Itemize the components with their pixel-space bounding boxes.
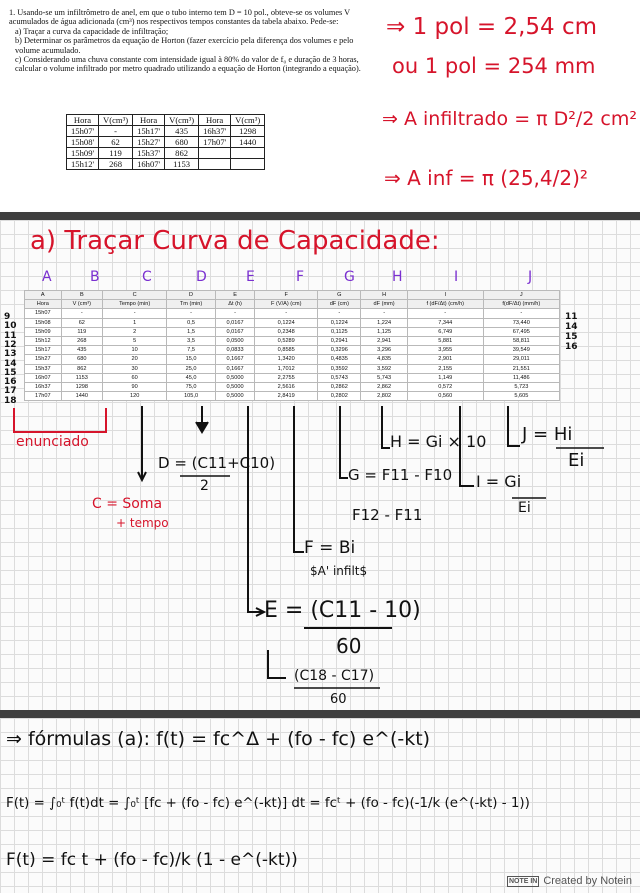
label-j-2: Ei <box>568 450 585 471</box>
spreadsheet-cell: 58,811 <box>483 336 559 345</box>
spreadsheet-cell: f (dF/Δt) (cm/h) <box>407 300 483 309</box>
spreadsheet-cell: 1,5 <box>167 327 216 336</box>
spreadsheet-cell: Tm (min) <box>167 300 216 309</box>
spreadsheet-cell: - <box>483 309 559 318</box>
spreadsheet-cell: 0,0500 <box>215 336 254 345</box>
problem-intro: 1. Usando-se um infiltrômetro de anel, em que o tubo interno tem D = 10 pol., obteve-se os volumes V acumulados de água adicionada (cm³) nos respectivos tempos constantes da tabela abaixo. Pede-se: <box>9 8 351 27</box>
spreadsheet-cell: Tempo (min) <box>103 300 167 309</box>
label-d-2: 2 <box>200 478 209 494</box>
spreadsheet-cell: 20 <box>103 355 167 364</box>
spreadsheet-row <box>25 392 560 401</box>
formula-horton: ⇒ fórmulas (a): f(t) = fc^Δ + (fo - fc) e^(-kt) <box>6 728 431 750</box>
spreadsheet-cell: 73,440 <box>483 318 559 327</box>
spreadsheet-cell: - <box>103 309 167 318</box>
spreadsheet-cell: f(dF/Δt) (mm/h) <box>483 300 559 309</box>
spreadsheet-cell: 11,486 <box>483 373 559 382</box>
spreadsheet-cell: 21,551 <box>483 364 559 373</box>
volume-table-header-cell: V(cm³) <box>99 115 133 126</box>
spreadsheet-row <box>25 336 560 345</box>
spreadsheet-cell: 75,0 <box>167 382 216 391</box>
row-number-left: 17 <box>4 386 17 397</box>
arrow-f <box>294 406 304 552</box>
column-letter: G <box>344 269 355 285</box>
spreadsheet-row <box>25 309 560 318</box>
spreadsheet-cell: 15h27 <box>25 355 62 364</box>
volume-table-cell: 435 <box>165 126 199 137</box>
spreadsheet-cell: F (V/A) (cm) <box>255 300 318 309</box>
label-e: E = (C11 - 10) <box>264 598 421 623</box>
column-letter: E <box>246 269 255 285</box>
spreadsheet-cell: 45,0 <box>167 373 216 382</box>
volume-table-cell: - <box>99 126 133 137</box>
spreadsheet-cell: 3,592 <box>361 364 407 373</box>
spreadsheet-cell: 29,011 <box>483 355 559 364</box>
spreadsheet-cell: 0,5743 <box>318 373 361 382</box>
spreadsheet-cell: 67,495 <box>483 327 559 336</box>
spreadsheet-cell: 2,2755 <box>255 373 318 382</box>
note-area-formula: ⇒ A infiltrado = π D²/2 cm² <box>382 108 637 130</box>
spreadsheet-cell: 15h09 <box>25 327 62 336</box>
spreadsheet-cell: 15h08 <box>25 318 62 327</box>
spreadsheet-cell: J <box>483 291 559 300</box>
volume-table-header-cell: V(cm³) <box>231 115 265 126</box>
spreadsheet-cell: 0,0167 <box>215 327 254 336</box>
column-letter: H <box>392 269 403 285</box>
spreadsheet-cell: 1,125 <box>361 327 407 336</box>
volume-table-cell <box>199 159 231 170</box>
spreadsheet-cell: 2,901 <box>407 355 483 364</box>
spreadsheet-cell: - <box>255 309 318 318</box>
row-number-left: 12 <box>4 339 17 350</box>
spreadsheet-cell: 0,5000 <box>215 392 254 401</box>
spreadsheet-cell: 3,296 <box>361 346 407 355</box>
row-number-left: 16 <box>4 377 17 388</box>
label-h: H = Gi × 10 <box>390 432 487 451</box>
formula-integral: F(t) = ∫₀ᵗ f(t)dt = ∫₀ᵗ [fc + (fo - fc) e^(-kt)] dt = fcᵗ + (fo - fc)(-1/k (e^(-kt) - 1)) <box>6 796 530 811</box>
row-number-left: 13 <box>4 349 17 360</box>
volume-table-header-cell: Hora <box>67 115 99 126</box>
volume-table-cell: 1440 <box>231 137 265 148</box>
spreadsheet-cell: I <box>407 291 483 300</box>
volume-table-cell: 15h09' <box>67 148 99 159</box>
spreadsheet-cell: 0,2862 <box>318 382 361 391</box>
label-enunciado: enunciado <box>16 434 89 450</box>
spreadsheet-cell: 15h37 <box>25 364 62 373</box>
column-letter: F <box>296 269 305 285</box>
volume-table-header-cell: Hora <box>199 115 231 126</box>
spreadsheet-cell: 60 <box>103 373 167 382</box>
spreadsheet-cell: 6,749 <box>407 327 483 336</box>
problem-part-c: c) Considerando uma chuva constante com intensidade igual à 80% do valor de f₀ e duração de 3 horas, calcular o volume infiltrado por metro quadrado utilizando a equação de Horton (integrando a equação). <box>15 55 361 74</box>
volume-table-cell: 268 <box>99 159 133 170</box>
spreadsheet-row <box>25 318 560 327</box>
note-area-value: ⇒ A inf = π (25,4/2)² <box>384 166 588 190</box>
row-number-right: 16 <box>565 342 578 352</box>
spreadsheet-cell: 2,155 <box>407 364 483 373</box>
problem-panel <box>0 0 640 212</box>
spreadsheet-cell: 1153 <box>61 373 103 382</box>
spreadsheet-cell: - <box>215 309 254 318</box>
spreadsheet-cell: 1,149 <box>407 373 483 382</box>
arrowhead-e <box>256 608 264 616</box>
column-letter: J <box>528 269 533 285</box>
spreadsheet-cell: - <box>318 309 361 318</box>
spreadsheet-cell: G <box>318 291 361 300</box>
notein-text: Created by Notein <box>543 875 632 887</box>
spreadsheet-cell: 0,4835 <box>318 355 361 364</box>
spreadsheet-letter-row <box>25 291 560 300</box>
arrow-e <box>248 406 262 612</box>
spreadsheet-cell: 435 <box>61 346 103 355</box>
spreadsheet-cell: 0,5000 <box>215 373 254 382</box>
spreadsheet-cell: 3,955 <box>407 346 483 355</box>
spreadsheet-row <box>25 327 560 336</box>
spreadsheet-body <box>25 291 560 401</box>
arrow-j <box>508 406 520 446</box>
volume-table-cell: 1298 <box>231 126 265 137</box>
spreadsheet-row <box>25 364 560 373</box>
spreadsheet-row <box>25 355 560 364</box>
spreadsheet-cell: 0,560 <box>407 392 483 401</box>
spreadsheet-row <box>25 382 560 391</box>
volume-table-header-cell: V(cm³) <box>165 115 199 126</box>
volume-table-cell: 17h07' <box>199 137 231 148</box>
spreadsheet-cell: V (cm³) <box>61 300 103 309</box>
label-f: F = Bi <box>304 538 356 558</box>
spreadsheet-cell: 5,723 <box>483 382 559 391</box>
volume-table-cell <box>231 148 265 159</box>
spreadsheet-cell: 1440 <box>61 392 103 401</box>
spreadsheet-cell: 2,8419 <box>255 392 318 401</box>
column-letter: B <box>90 269 100 285</box>
volume-table-cell: 1153 <box>165 159 199 170</box>
spreadsheet-cell: 1,224 <box>361 318 407 327</box>
spreadsheet-cell: 2,802 <box>361 392 407 401</box>
volume-table-row <box>67 126 265 137</box>
row-number-left: 18 <box>4 395 17 406</box>
label-j: J = Hi <box>522 424 573 445</box>
label-e-3: (C18 - C17) <box>294 668 375 684</box>
spreadsheet-cell: 0,2802 <box>318 392 361 401</box>
spreadsheet-cell: 0,0833 <box>215 346 254 355</box>
spreadsheet-cell: B <box>61 291 103 300</box>
label-i-2: Ei <box>518 500 531 516</box>
spreadsheet-cell: 4,835 <box>361 355 407 364</box>
volume-table-cell: 15h17' <box>133 126 165 137</box>
volume-table-cell: 16h07' <box>133 159 165 170</box>
spreadsheet-row <box>25 346 560 355</box>
spreadsheet-cell: F <box>255 291 318 300</box>
spreadsheet-cell: 15h12 <box>25 336 62 345</box>
volume-table-cell: 680 <box>165 137 199 148</box>
spreadsheet-cell: 268 <box>61 336 103 345</box>
spreadsheet-cell: 16h07 <box>25 373 62 382</box>
column-letter: D <box>196 269 207 285</box>
label-f-2: $A' infilt$ <box>310 564 368 578</box>
spreadsheet-cell: 25,0 <box>167 364 216 373</box>
spreadsheet-cell: - <box>361 309 407 318</box>
spreadsheet-cell: 0,5000 <box>215 382 254 391</box>
part-a-panel <box>0 220 640 710</box>
spreadsheet-cell: 39,549 <box>483 346 559 355</box>
page-separator-2 <box>0 710 640 718</box>
label-c: C = Soma <box>92 496 163 512</box>
spreadsheet-cell: 2,941 <box>361 336 407 345</box>
problem-statement <box>9 8 361 74</box>
spreadsheet-cell: 119 <box>61 327 103 336</box>
column-letter: I <box>454 269 459 285</box>
spreadsheet-cell: 30 <box>103 364 167 373</box>
row-number-right: 15 <box>565 332 578 342</box>
enunciado-bracket <box>14 408 106 432</box>
column-letter: A <box>42 269 52 285</box>
spreadsheet-cell: 680 <box>61 355 103 364</box>
spreadsheet-cell: 0,3592 <box>318 364 361 373</box>
arrow-h <box>382 406 390 448</box>
volume-table-cell: 62 <box>99 137 133 148</box>
spreadsheet-cell: 5 <box>103 336 167 345</box>
row-number-left: 14 <box>4 358 17 369</box>
spreadsheet-cell: C <box>103 291 167 300</box>
spreadsheet-cell: - <box>61 309 103 318</box>
spreadsheet-cell: dF (cm) <box>318 300 361 309</box>
spreadsheet-cell: 0,2348 <box>255 327 318 336</box>
notein-brand <box>507 875 632 887</box>
volume-table-cell: 15h07' <box>67 126 99 137</box>
spreadsheet-cell: 1298 <box>61 382 103 391</box>
row-number-left: 9 <box>4 312 11 322</box>
volume-table-cell: 119 <box>99 148 133 159</box>
volume-table-cell <box>231 159 265 170</box>
row-number-left: 10 <box>4 321 17 332</box>
formulas-panel <box>0 718 640 893</box>
volume-table-body <box>67 126 265 170</box>
part-a-title: a) Traçar Curva de Capacidade: <box>30 226 440 256</box>
label-i: I = Gi <box>476 472 522 491</box>
spreadsheet-cell: 10 <box>103 346 167 355</box>
spreadsheet-cell: Δt (h) <box>215 300 254 309</box>
spreadsheet-cell: 0,572 <box>407 382 483 391</box>
spreadsheet-cell: 15,0 <box>167 355 216 364</box>
problem-part-a: a) Traçar a curva da capacidade de infiltração; <box>15 26 169 36</box>
arrowhead-d <box>196 422 208 432</box>
spreadsheet-cell: 1 <box>103 318 167 327</box>
spreadsheet-cell: Hora <box>25 300 62 309</box>
row-number-right: 11 <box>565 312 578 322</box>
label-g-2: F12 - F11 <box>352 506 423 524</box>
volume-table-cell: 862 <box>165 148 199 159</box>
spreadsheet-cell: 15h07 <box>25 309 62 318</box>
volume-table-cell: 16h37' <box>199 126 231 137</box>
spreadsheet-cell: dF (mm) <box>361 300 407 309</box>
notein-logo: NOTE IN <box>508 877 538 885</box>
spreadsheet-cell: 0,0167 <box>215 318 254 327</box>
label-g: G = F11 - F10 <box>348 466 453 484</box>
spreadsheet-cell: 0,1224 <box>318 318 361 327</box>
spreadsheet-cell: 5,881 <box>407 336 483 345</box>
spreadsheet-cell: 5,743 <box>361 373 407 382</box>
formula-result: F(t) = fc t + (fo - fc)/k (1 - e^(-kt)) <box>6 850 298 870</box>
spreadsheet-cell: 105,0 <box>167 392 216 401</box>
row-number-left: 15 <box>4 367 17 378</box>
spreadsheet-cell: 0,8585 <box>255 346 318 355</box>
spreadsheet-cell: H <box>361 291 407 300</box>
note-inch-cm: ⇒ 1 pol = 2,54 cm <box>386 14 598 40</box>
volume-table-header <box>67 115 265 126</box>
spreadsheet-table <box>24 290 560 401</box>
spreadsheet-cell: 90 <box>103 382 167 391</box>
spreadsheet-cell: 0,1125 <box>318 327 361 336</box>
volume-table-row <box>67 137 265 148</box>
spreadsheet-cell: 2 <box>103 327 167 336</box>
spreadsheet-cell: E <box>215 291 254 300</box>
volume-table-cell <box>199 148 231 159</box>
spreadsheet-cell: 0,2941 <box>318 336 361 345</box>
note-inch-mm: ou 1 pol = 254 mm <box>392 54 596 78</box>
problem-part-b: b) Determinar os parâmetros da equação de Horton (fazer exercício pela diferença dos volumes e pelo volume acumulado. <box>15 36 354 55</box>
spreadsheet-cell: 0,5289 <box>255 336 318 345</box>
column-letter: C <box>142 269 152 285</box>
spreadsheet-cell: 62 <box>61 318 103 327</box>
spreadsheet-cell: 16h37 <box>25 382 62 391</box>
spreadsheet-cell: 5,605 <box>483 392 559 401</box>
spreadsheet-cell: 0,5 <box>167 318 216 327</box>
spreadsheet-cell: 120 <box>103 392 167 401</box>
spreadsheet-cell: 1,3420 <box>255 355 318 364</box>
spreadsheet-cell: 862 <box>61 364 103 373</box>
label-e-4: 60 <box>330 692 347 707</box>
spreadsheet-cell: 15h17 <box>25 346 62 355</box>
arrowhead-c <box>138 472 146 480</box>
spreadsheet-cell: A <box>25 291 62 300</box>
row-number-right: 14 <box>565 322 578 332</box>
label-e-2: 60 <box>336 634 362 658</box>
spreadsheet-cell: 7,5 <box>167 346 216 355</box>
spreadsheet-cell: 3,5 <box>167 336 216 345</box>
spreadsheet-cell: 0,1667 <box>215 364 254 373</box>
spreadsheet-header-row <box>25 300 560 309</box>
volume-table-cell: 15h27' <box>133 137 165 148</box>
spreadsheet-cell: - <box>407 309 483 318</box>
page-separator <box>0 212 640 220</box>
volume-table-cell: 15h08' <box>67 137 99 148</box>
spreadsheet-cell: 2,5616 <box>255 382 318 391</box>
volume-table-header-cell: Hora <box>133 115 165 126</box>
spreadsheet-row <box>25 373 560 382</box>
spreadsheet-cell: 7,344 <box>407 318 483 327</box>
row-number-left: 11 <box>4 330 17 341</box>
spreadsheet-cell: 0,1224 <box>255 318 318 327</box>
label-c-2: + tempo <box>116 516 169 530</box>
spreadsheet-cell: 1,7012 <box>255 364 318 373</box>
arrow-e2 <box>268 650 286 678</box>
spreadsheet-cell: 2,862 <box>361 382 407 391</box>
volume-table-cell: 15h12' <box>67 159 99 170</box>
spreadsheet-cell: 17h07 <box>25 392 62 401</box>
spreadsheet-cell: 0,3296 <box>318 346 361 355</box>
volume-table <box>66 114 265 170</box>
label-d: D = (C11+C10) <box>158 454 276 472</box>
volume-table-row <box>67 159 265 170</box>
spreadsheet-cell: - <box>167 309 216 318</box>
spreadsheet-cell: D <box>167 291 216 300</box>
spreadsheet-cell: 0,1667 <box>215 355 254 364</box>
arrow-g <box>340 406 348 478</box>
volume-table-row <box>67 148 265 159</box>
volume-table-cell: 15h37' <box>133 148 165 159</box>
